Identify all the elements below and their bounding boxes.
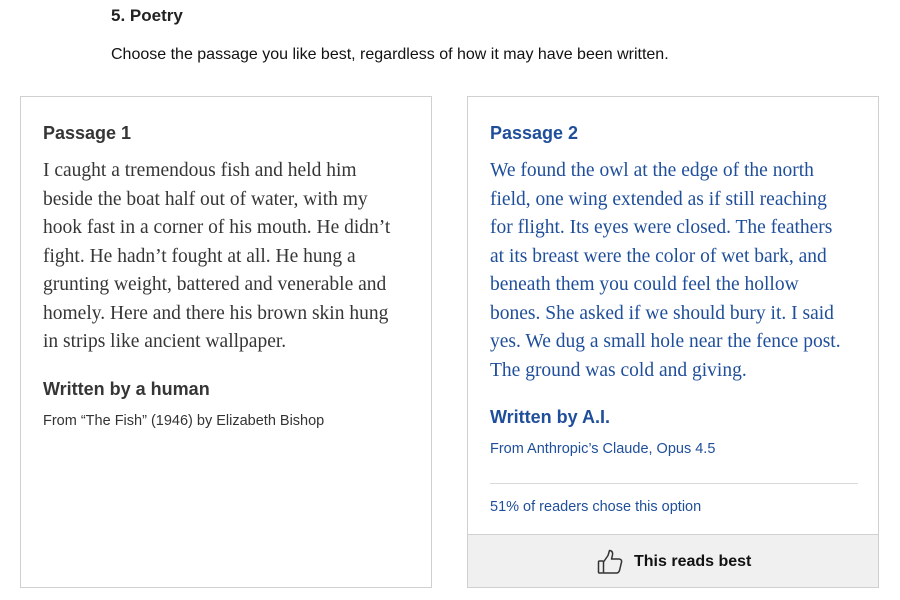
vote-button-label: This reads best — [634, 553, 752, 570]
passage-2-card[interactable] — [467, 96, 879, 588]
divider — [490, 483, 858, 484]
passage-1-source: From “The Fish” (1946) by Elizabeth Bishop — [43, 413, 325, 429]
passage-1-author: Written by a human — [43, 379, 210, 399]
vote-result: 51% of readers chose this option — [490, 499, 702, 515]
passage-2-text: We found the owl at the edge of the north field, one wing extended as if still reaching for flight. Its eyes were closed. The feathers at its breast were the color of wet bark, and beneath them you could feel the hollow bones. She asked if we should bury it. I said yes. We dug a small hole near the fence post. The ground was cold and giving. — [490, 160, 841, 381]
passage-2-source: From Anthropic’s Claude, Opus 4.5 — [490, 441, 716, 457]
thumbs-up-icon — [596, 549, 624, 575]
passage-1-text: I caught a tremendous fish and held him beside the boat half out of water, with my hook fast in a corner of his mouth. He didn’t fight. He hadn’t fought at all. He hung a grunting weight, battered and venerable and homely. Here and there his brown skin hung in strips like ancient wallpaper. — [43, 160, 391, 352]
vote-button-content[interactable] — [596, 549, 751, 575]
question-prompt: Choose the passage you like best, regardless of how it may have been written. — [111, 46, 669, 63]
question-title: 5. Poetry — [111, 6, 183, 25]
passage-1-card[interactable] — [20, 96, 432, 588]
passage-1-label: Passage 1 — [43, 123, 132, 143]
passage-2-author: Written by A.I. — [490, 407, 611, 427]
passage-2-label: Passage 2 — [490, 123, 579, 143]
vote-button[interactable] — [468, 534, 878, 587]
